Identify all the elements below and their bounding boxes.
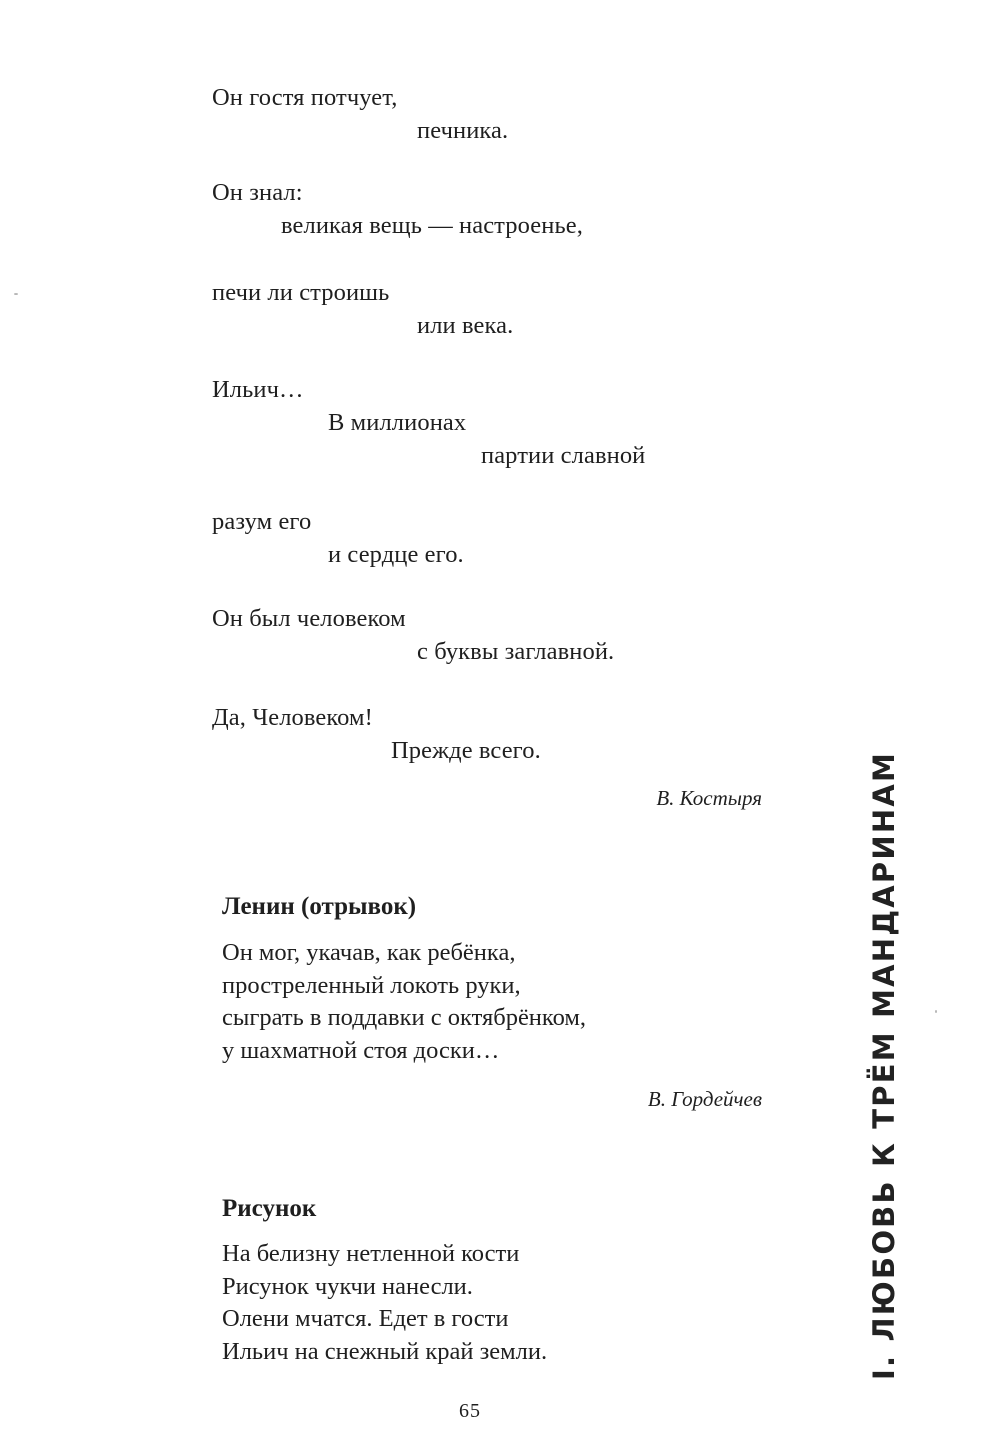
poem-line: Ильич… — [212, 376, 304, 403]
poem-line: разум его — [212, 508, 312, 535]
poem-title: Ленин (отрывок) — [222, 893, 417, 920]
poem-stanza — [222, 937, 586, 1067]
poem-line: Он был человеком — [212, 605, 406, 632]
paper-speck — [14, 293, 18, 295]
poem-line: Ильич на снежный край земли. — [222, 1337, 548, 1365]
poem-line: Прежде всего. — [391, 737, 541, 764]
poem-line: В миллионах — [328, 409, 467, 436]
poem-line: Он мог, укачав, как ребёнка, — [222, 939, 516, 966]
poem-line: печи ли строишь — [212, 279, 390, 306]
poem-author: В. Костыря — [656, 786, 762, 810]
poem-line: Рисунок чукчи нанесли. — [222, 1272, 473, 1300]
poem-stanza — [222, 1238, 547, 1368]
poem-line: печника. — [417, 117, 509, 144]
poem-line: или века. — [417, 312, 514, 339]
poem-line: простреленный локоть руки, — [222, 971, 521, 999]
poem-line: партии славной — [481, 442, 646, 469]
poem-line: Олени мчатся. Едет в гости — [222, 1305, 509, 1332]
poem-line: и сердце его. — [328, 541, 464, 568]
poem-line: Он знал: — [212, 179, 303, 206]
poem-line: с буквы заглавной. — [417, 638, 615, 665]
section-side-title: I. ЛЮБОВЬ К ТРЁМ МАНДАРИНАМ — [867, 750, 901, 1380]
poem-line: Да, Человеком! — [212, 704, 373, 731]
page-number: 65 — [459, 1400, 481, 1422]
poem-line: сыграть в поддавки с октябрёнком, — [222, 1004, 586, 1031]
poem-line: у шахматной стоя доски… — [222, 1036, 500, 1064]
paper-speck — [935, 1010, 937, 1013]
poem-title: Рисунок — [222, 1195, 317, 1222]
poem-line: На белизну нетленной кости — [222, 1240, 520, 1267]
poem-line: Он гостя потчует, — [212, 84, 398, 111]
poem-author: В. Гордейчев — [647, 1087, 762, 1111]
poem-line: великая вещь — настроенье, — [281, 212, 583, 239]
